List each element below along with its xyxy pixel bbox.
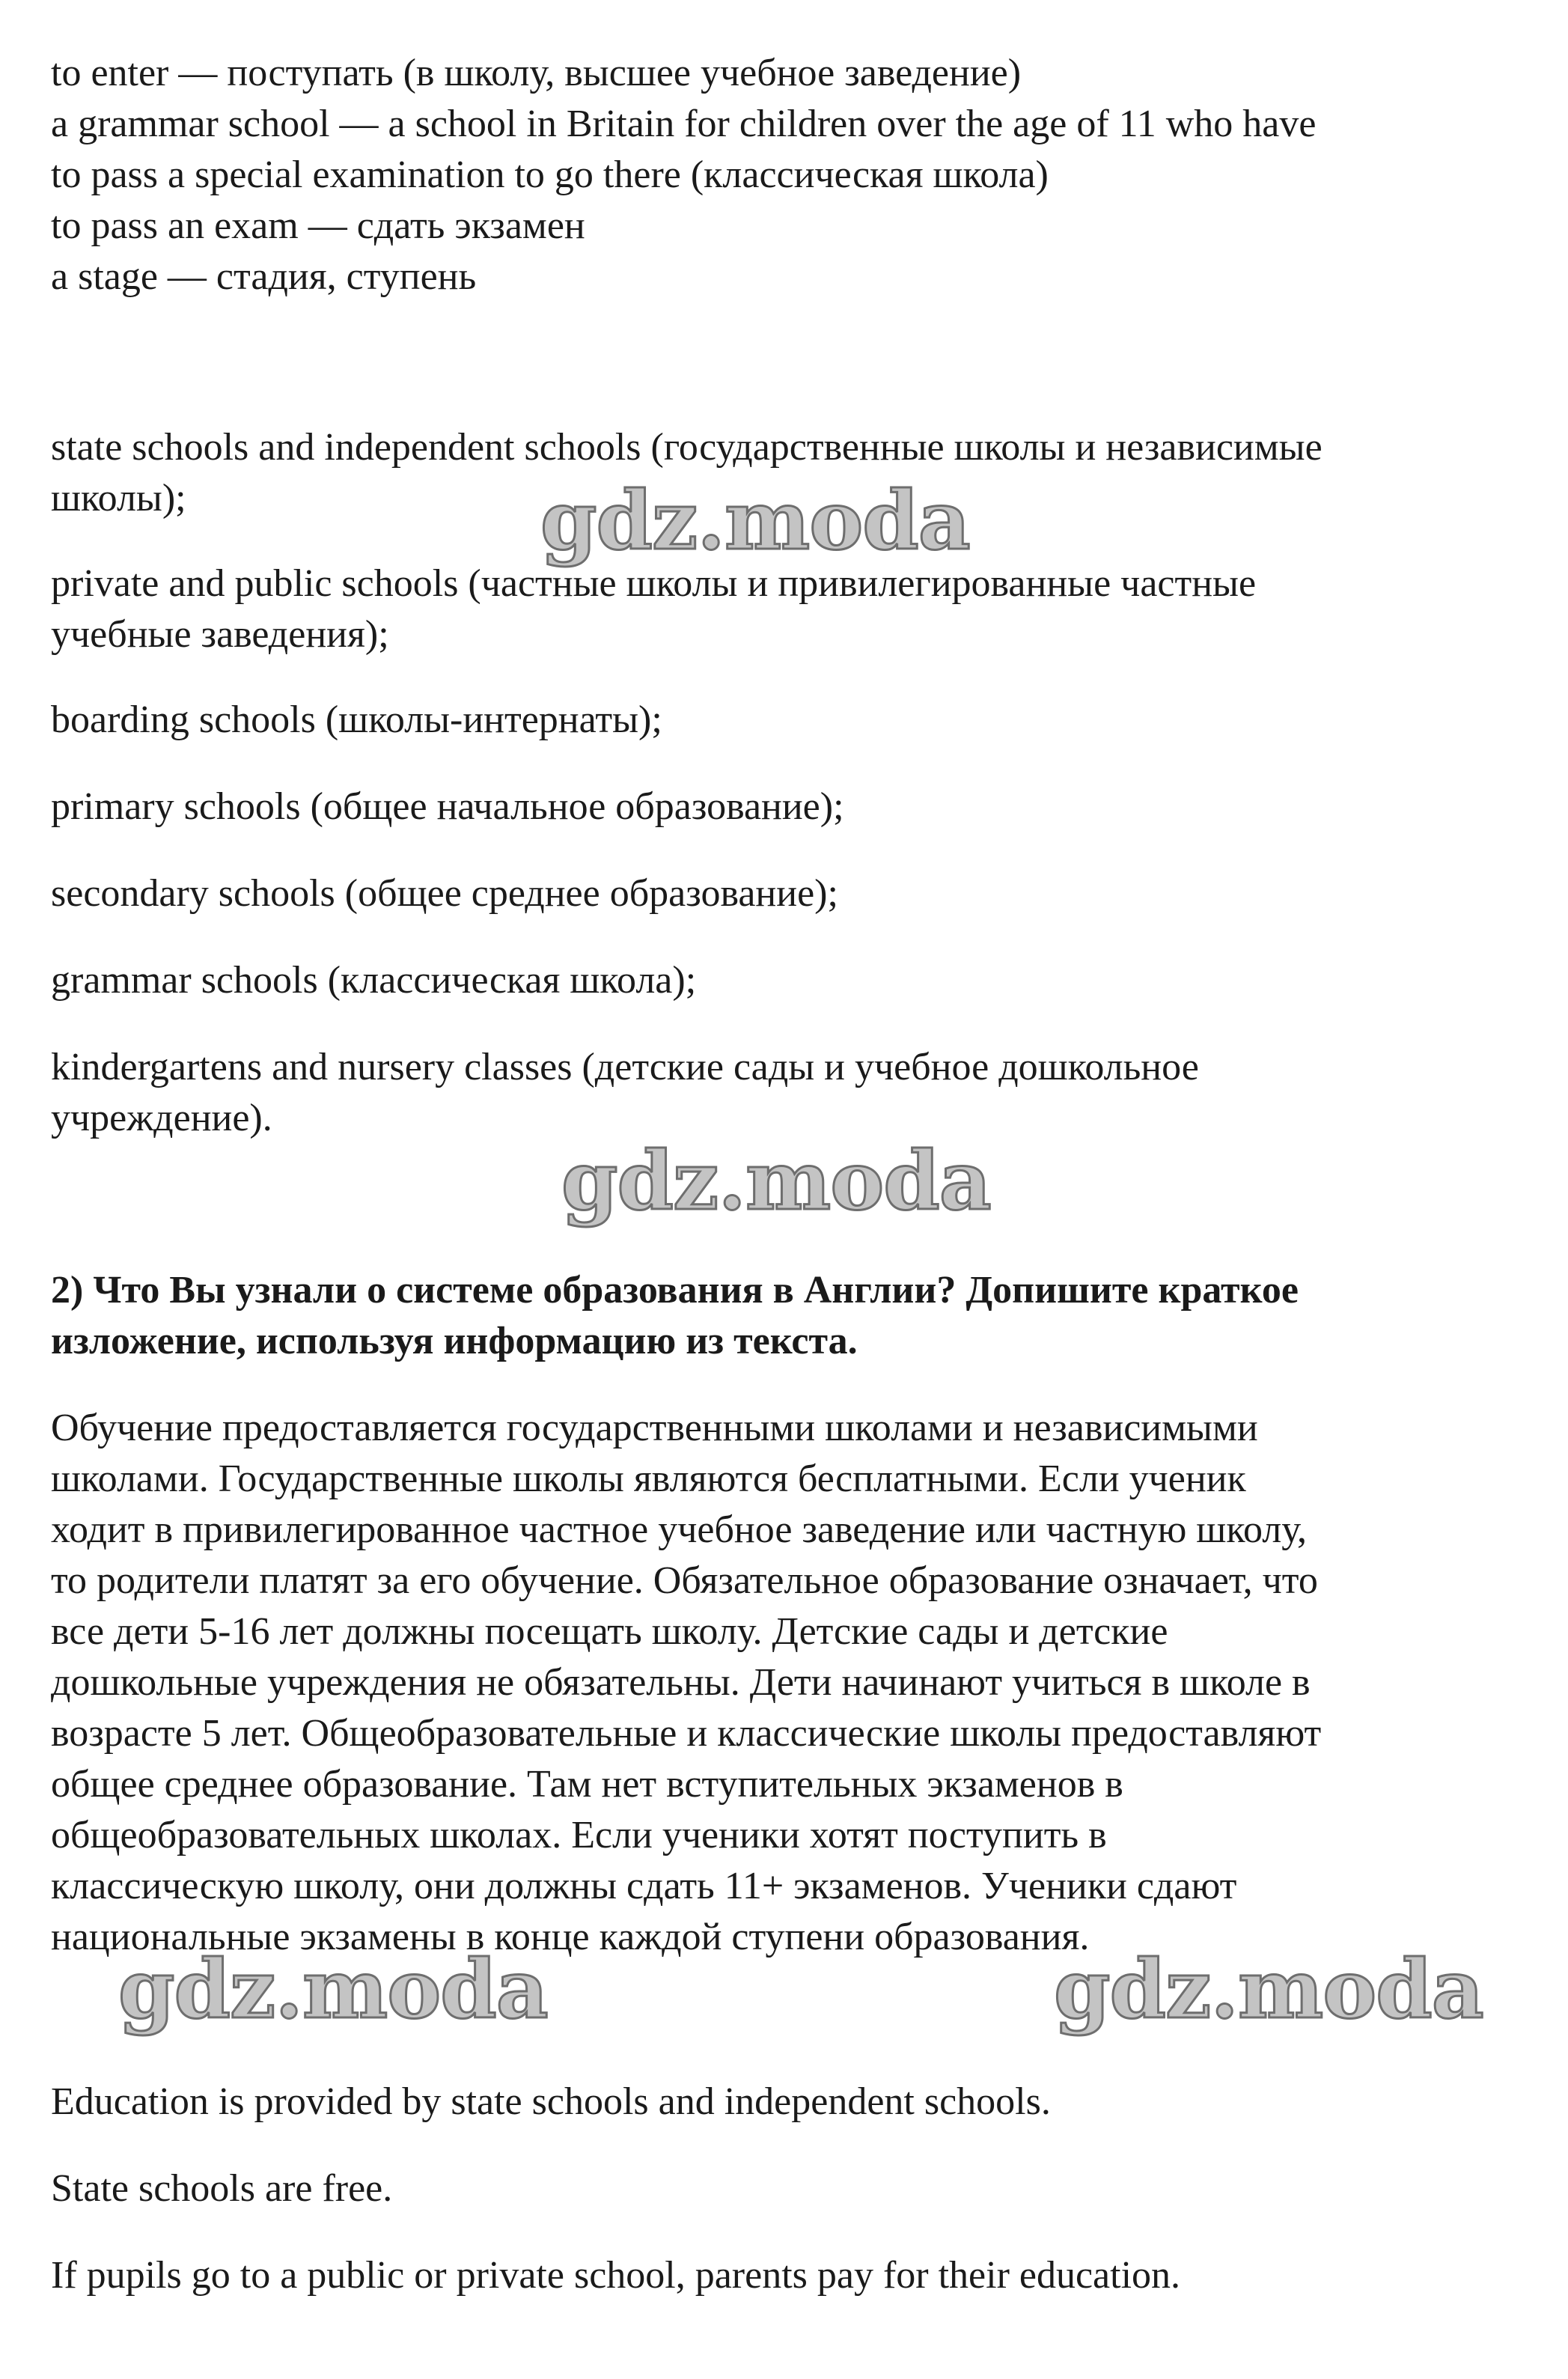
school-type-item [51, 695, 1518, 746]
summary-ru-line: Обучение предоставляется государственными школами и независимыми [51, 1407, 1258, 1449]
school-type-text: private and public schools (частные школы и привилегированные частные [51, 562, 1257, 605]
vocab-line: a stage — стадия, ступень [51, 255, 477, 298]
school-type-text: учреждение). [51, 1097, 272, 1139]
summary-english-item [51, 2077, 1518, 2127]
summary-ru-line: общее среднее образование. Там нет вступительных экзаменов в [51, 1763, 1123, 1806]
summary-ru-line: все дети 5-16 лет должны посещать школу. Детские сады и детские [51, 1610, 1168, 1653]
vocab-line: to pass an exam — сдать экзамен [51, 204, 585, 247]
summary-ru-line: дошкольные учреждения не обязательны. Дети начинают учиться в школе в [51, 1661, 1311, 1704]
school-type-text: state schools and independent schools (государственные школы и независимые [51, 426, 1323, 469]
school-type-item [51, 558, 1518, 660]
task-heading-line: изложение, используя информацию из текста. [51, 1320, 858, 1362]
school-type-text: secondary schools (общее среднее образование); [51, 872, 838, 915]
vocab-line: a grammar school — a school in Britain for children over the age of 11 who have [51, 103, 1317, 145]
school-type-text: boarding schools (школы-интернаты); [51, 698, 662, 741]
summary-en-line: Education is provided by state schools and independent schools. [51, 2080, 1051, 2123]
watermark-logo: gdz.moda [540, 474, 970, 568]
summary-ru-line: ходит в привилегированное частное учебное заведение или частную школу, [51, 1508, 1308, 1551]
summary-ru-line: возрасте 5 лет. Общеобразовательные и классические школы предоставляют [51, 1712, 1322, 1755]
school-type-item [51, 868, 1518, 919]
school-type-text: школы); [51, 477, 186, 520]
task-heading-line: 2) Что Вы узнали о системе образования в Англии? Допишите краткое [51, 1269, 1299, 1312]
school-type-text: kindergartens and nursery classes (детские сады и учебное дошкольное [51, 1046, 1199, 1088]
vocab-line: to pass a special examination to go there (классическая школа) [51, 153, 1049, 196]
summary-en-line: If pupils go to a public or private school, parents pay for their education. [51, 2254, 1181, 2297]
school-type-item [51, 1042, 1518, 1144]
summary-ru-line: общеобразовательных школах. Если ученики хотят поступить в [51, 1814, 1107, 1856]
school-type-text: grammar schools (классическая школа); [51, 959, 697, 1002]
summary-english-item [51, 2250, 1518, 2301]
watermark-logo: gdz.moda [1054, 1943, 1483, 2037]
summary-russian [51, 1403, 1518, 1963]
summary-ru-line: национальные экзамены в конце каждой ступени образования. [51, 1916, 1090, 1958]
task-heading [51, 1265, 1518, 1367]
summary-ru-line: классическую школу, они должны сдать 11+ экзаменов. Ученики сдают [51, 1865, 1237, 1907]
school-type-text: учебные заведения); [51, 613, 389, 656]
watermark-logo: gdz.moda [561, 1134, 991, 1228]
vocab-line: to enter — поступать (в школу, высшее учебное заведение) [51, 52, 1022, 94]
school-type-item [51, 955, 1518, 1006]
watermark-logo: gdz.moda [118, 1943, 548, 2037]
school-type-text: primary schools (общее начальное образование); [51, 785, 844, 828]
summary-ru-line: школами. Государственные школы являются бесплатными. Если ученик [51, 1457, 1246, 1500]
summary-ru-line: то родители платят за его обучение. Обязательное образование означает, что [51, 1559, 1318, 1602]
school-type-item [51, 782, 1518, 832]
summary-english-item [51, 2163, 1518, 2214]
vocabulary-list [51, 48, 1518, 302]
summary-en-line: State schools are free. [51, 2167, 393, 2210]
